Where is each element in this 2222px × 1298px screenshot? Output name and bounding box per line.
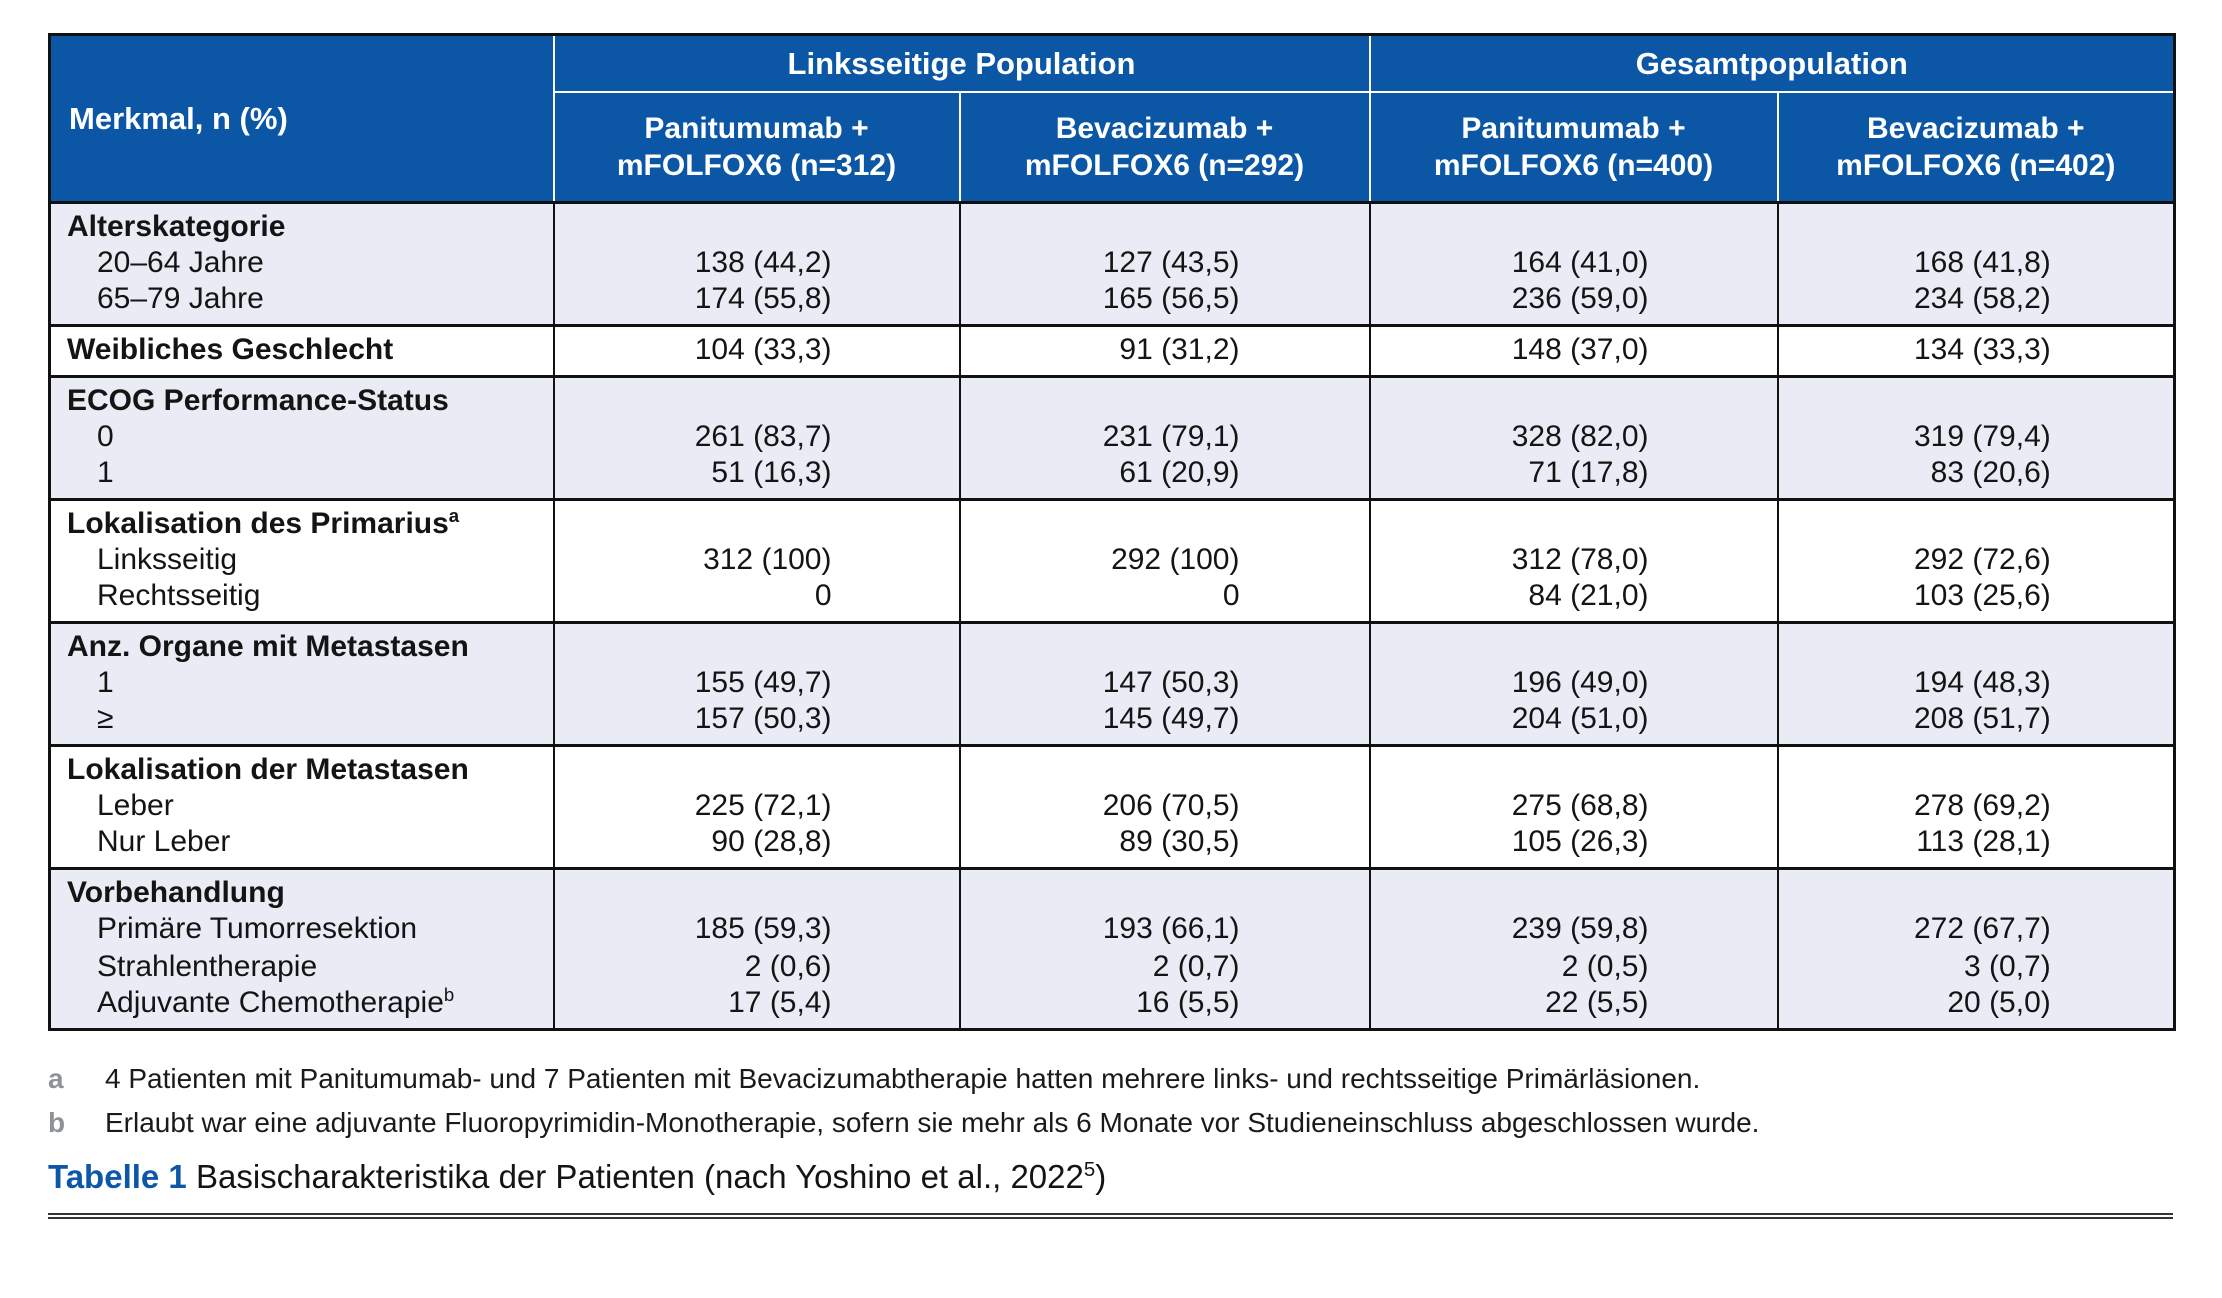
value-cell: [1370, 746, 1778, 788]
value: 147 (50,3): [1102, 666, 1240, 699]
value: 17 (5,4): [728, 986, 832, 1019]
value: 71 (17,8): [1528, 456, 1649, 489]
value-cell: [960, 948, 1370, 986]
value-cell: [554, 746, 960, 788]
value-cell: [554, 541, 960, 579]
column-header-line: Panitumumab +: [644, 112, 869, 145]
section-6: [50, 869, 2175, 1030]
value-cell: [1778, 746, 2175, 788]
value-cell: [1370, 418, 1778, 456]
column-header-bevacizumab-gesamt: [1778, 92, 2175, 203]
value: 104 (33,3): [694, 333, 832, 366]
value: 127 (43,5): [1102, 246, 1240, 279]
value: 0: [1222, 579, 1240, 612]
value: 196 (49,0): [1511, 666, 1649, 699]
value-cell: [960, 787, 1370, 825]
section-5: [50, 746, 2175, 869]
value: 2 (0,6): [744, 950, 832, 983]
footnote-text: Erlaubt war eine adjuvante Fluoropyrimidin-Monotherapie, sofern sie mehr als 6 Monate vor Studieneinschluss abgeschlossen wurde.: [105, 1107, 1760, 1138]
value: 61 (20,9): [1119, 456, 1240, 489]
value: 275 (68,8): [1511, 789, 1649, 822]
value: 138 (44,2): [694, 246, 832, 279]
value-cell: [554, 244, 960, 282]
value-cell: [960, 282, 1370, 326]
value-cell: [554, 456, 960, 500]
value: 272 (67,7): [1913, 912, 2051, 945]
value-cell: [1370, 377, 1778, 419]
row-label: 1: [97, 456, 114, 489]
value: 2 (0,7): [1152, 950, 1240, 983]
value-cell: [960, 825, 1370, 869]
value-cell: [1370, 869, 1778, 911]
value: 113 (28,1): [1916, 825, 2051, 858]
column-header-line: mFOLFOX6 (n=312): [616, 149, 897, 182]
section-3: [50, 500, 2175, 623]
value-cell: [960, 326, 1370, 377]
value-cell: [1370, 203, 1778, 245]
value-cell: [1370, 948, 1778, 986]
value-cell: [960, 664, 1370, 702]
value: 90 (28,8): [711, 825, 832, 858]
value: 145 (49,7): [1102, 702, 1240, 735]
value-cell: [1370, 986, 1778, 1030]
section-title: ECOG Performance-Status: [67, 384, 449, 417]
value-cell: [554, 500, 960, 542]
value-cell: [1778, 377, 2175, 419]
value: 164 (41,0): [1511, 246, 1649, 279]
row-label: Strahlentherapie: [97, 950, 318, 983]
value-cell: [960, 986, 1370, 1030]
row-label: ≥: [97, 702, 114, 735]
value-cell: [960, 456, 1370, 500]
value: 292 (72,6): [1913, 543, 2051, 576]
section-0: [50, 203, 2175, 326]
value-cell: [1370, 541, 1778, 579]
value-cell: [1370, 579, 1778, 623]
footnotes: [48, 1057, 2173, 1145]
row-label: Linksseitig: [97, 543, 238, 576]
value-cell: [554, 377, 960, 419]
caption-text: Basischarakteristika der Patienten (nach Yoshino et al., 2022: [186, 1158, 1084, 1195]
value-cell: [1778, 456, 2175, 500]
section-title: Lokalisation der Metastasen: [67, 753, 469, 786]
value: 204 (51,0): [1511, 702, 1649, 735]
value-cell: [960, 377, 1370, 419]
value-cell: [554, 986, 960, 1030]
section-1: [50, 326, 2175, 377]
value: 319 (79,4): [1913, 420, 2051, 453]
value-cell: [960, 579, 1370, 623]
value-cell: [1370, 702, 1778, 746]
column-header-panitumumab-links: [554, 92, 960, 203]
row-label: 0: [97, 420, 114, 453]
value: 225 (72,1): [694, 789, 832, 822]
row-label: Nur Leber: [97, 825, 231, 858]
column-header-line: mFOLFOX6 (n=292): [1024, 149, 1305, 182]
value-cell: [554, 910, 960, 948]
value: 103 (25,6): [1913, 579, 2051, 612]
group-header-linksseitige-population: Linksseitige Population: [554, 35, 1370, 93]
value-cell: [1778, 869, 2175, 911]
value: 292 (100): [1111, 543, 1240, 576]
value-cell: [960, 418, 1370, 456]
footnote-a: [48, 1057, 2173, 1101]
value: 157 (50,3): [694, 702, 832, 735]
row-label: Leber: [97, 789, 174, 822]
value-cell: [960, 910, 1370, 948]
table-header: [50, 35, 2175, 203]
value-cell: [554, 664, 960, 702]
value: 2 (0,5): [1561, 950, 1649, 983]
footnote-b: [48, 1101, 2173, 1145]
column-header-bevacizumab-links: [960, 92, 1370, 203]
value: 174 (55,8): [694, 282, 832, 315]
value-cell: [554, 702, 960, 746]
value-cell: [1778, 500, 2175, 542]
value-cell: [1778, 326, 2175, 377]
column-header-panitumumab-gesamt: [1370, 92, 1778, 203]
column-header-line: Panitumumab +: [1461, 112, 1686, 145]
bottom-rule: [48, 1213, 2173, 1219]
value-cell: [554, 579, 960, 623]
section-title: Weibliches Geschlecht: [67, 333, 394, 366]
value-cell: [1778, 244, 2175, 282]
value-cell: [554, 948, 960, 986]
value: 236 (59,0): [1511, 282, 1649, 315]
value: 239 (59,8): [1511, 912, 1649, 945]
section-title: Lokalisation des Primarius$^a$: [67, 505, 460, 540]
value-cell: [960, 869, 1370, 911]
value-cell: [960, 746, 1370, 788]
column-header-line: mFOLFOX6 (n=400): [1433, 149, 1714, 182]
section-title: Alterskategorie: [67, 210, 286, 243]
caption-superscript: 5: [1083, 1158, 1096, 1181]
value-cell: [1370, 326, 1778, 377]
value: 105 (26,3): [1511, 825, 1649, 858]
value: 0: [814, 579, 832, 612]
value-cell: [1370, 500, 1778, 542]
value-cell: [1778, 579, 2175, 623]
section-title: Anz. Organe mit Metastasen: [67, 630, 469, 663]
value-cell: [1778, 986, 2175, 1030]
value-cell: [554, 326, 960, 377]
value: 206 (70,5): [1102, 789, 1240, 822]
value: 168 (41,8): [1913, 246, 2051, 279]
column-header-line: Bevacizumab +: [1866, 112, 2085, 145]
value-cell: [1778, 787, 2175, 825]
label-superscript: b: [443, 984, 455, 1005]
value: 261 (83,7): [694, 420, 832, 453]
column-header-line: mFOLFOX6 (n=402): [1836, 149, 2116, 182]
footnote-marker: b: [48, 1107, 66, 1138]
value: 194 (48,3): [1913, 666, 2051, 699]
value: 51 (16,3): [711, 456, 832, 489]
value-cell: [1778, 203, 2175, 245]
value-cell: [1370, 456, 1778, 500]
value: 231 (79,1): [1102, 420, 1240, 453]
value-cell: [1370, 664, 1778, 702]
value: 234 (58,2): [1913, 282, 2051, 315]
value: 312 (78,0): [1511, 543, 1649, 576]
value: 165 (56,5): [1102, 282, 1240, 315]
row-label: Primäre Tumorresektion: [97, 912, 418, 945]
value-cell: [960, 541, 1370, 579]
value-cell: [1370, 825, 1778, 869]
value: 3 (0,7): [1964, 950, 2051, 983]
value-cell: [1778, 418, 2175, 456]
row-label: 1: [97, 666, 114, 699]
section-4: [50, 623, 2175, 746]
value-cell: [960, 702, 1370, 746]
value-cell: [960, 623, 1370, 665]
row-label: Adjuvante Chemotherapie$^b$: [97, 984, 455, 1019]
value-cell: [1778, 664, 2175, 702]
value-cell: [554, 787, 960, 825]
footnote-text: 4 Patienten mit Panitumumab- und 7 Patienten mit Bevacizumabtherapie hatten mehrere links- und rechtsseitige Primärläsionen.: [105, 1063, 1701, 1094]
caption-label: Tabelle 1: [48, 1158, 187, 1195]
value: 278 (69,2): [1913, 789, 2051, 822]
value: 208 (51,7): [1913, 702, 2051, 735]
value: 20 (5,0): [1947, 986, 2051, 1019]
value-cell: [554, 282, 960, 326]
value: 91 (31,2): [1119, 333, 1240, 366]
value-cell: [554, 869, 960, 911]
label-superscript: a: [448, 505, 460, 526]
value-cell: [960, 203, 1370, 245]
value: 155 (49,7): [694, 666, 832, 699]
value-cell: [1778, 282, 2175, 326]
value: 22 (5,5): [1545, 986, 1649, 1019]
value-cell: [1778, 541, 2175, 579]
value: 134 (33,3): [1913, 333, 2051, 366]
value-cell: [554, 203, 960, 245]
value-cell: [1778, 910, 2175, 948]
table-caption: [48, 1157, 2173, 1197]
column-header-line: Bevacizumab +: [1055, 112, 1274, 145]
value: 84 (21,0): [1528, 579, 1649, 612]
group-header-gesamtpopulation: Gesamtpopulation: [1370, 35, 2175, 93]
value: 328 (82,0): [1511, 420, 1649, 453]
value: 89 (30,5): [1119, 825, 1240, 858]
value-cell: [960, 500, 1370, 542]
value: 83 (20,6): [1930, 456, 2051, 489]
corner-header: Merkmal, n (%): [50, 35, 554, 203]
footnote-marker: a: [48, 1063, 64, 1094]
value-cell: [554, 623, 960, 665]
caption-suffix: ): [1095, 1158, 1107, 1195]
value: 193 (66,1): [1102, 912, 1240, 945]
row-label: 20–64 Jahre: [97, 246, 264, 279]
value-cell: [554, 418, 960, 456]
value-cell: [1370, 244, 1778, 282]
value-cell: [1370, 787, 1778, 825]
value: 148 (37,0): [1511, 333, 1649, 366]
row-label: 65–79 Jahre: [97, 282, 264, 315]
value-cell: [1370, 623, 1778, 665]
value-cell: [1370, 910, 1778, 948]
value-cell: [960, 244, 1370, 282]
value-cell: [1778, 623, 2175, 665]
section-2: [50, 377, 2175, 500]
row-label: Rechtsseitig: [97, 579, 261, 612]
value: 185 (59,3): [694, 912, 832, 945]
value-cell: [1370, 282, 1778, 326]
value: 16 (5,5): [1136, 986, 1240, 1019]
value-cell: [554, 825, 960, 869]
section-title: Vorbehandlung: [67, 876, 285, 909]
characteristics-table: [48, 33, 2176, 1031]
value-cell: [1778, 825, 2175, 869]
value-cell: [1778, 702, 2175, 746]
value: 312 (100): [703, 543, 832, 576]
value-cell: [1778, 948, 2175, 986]
